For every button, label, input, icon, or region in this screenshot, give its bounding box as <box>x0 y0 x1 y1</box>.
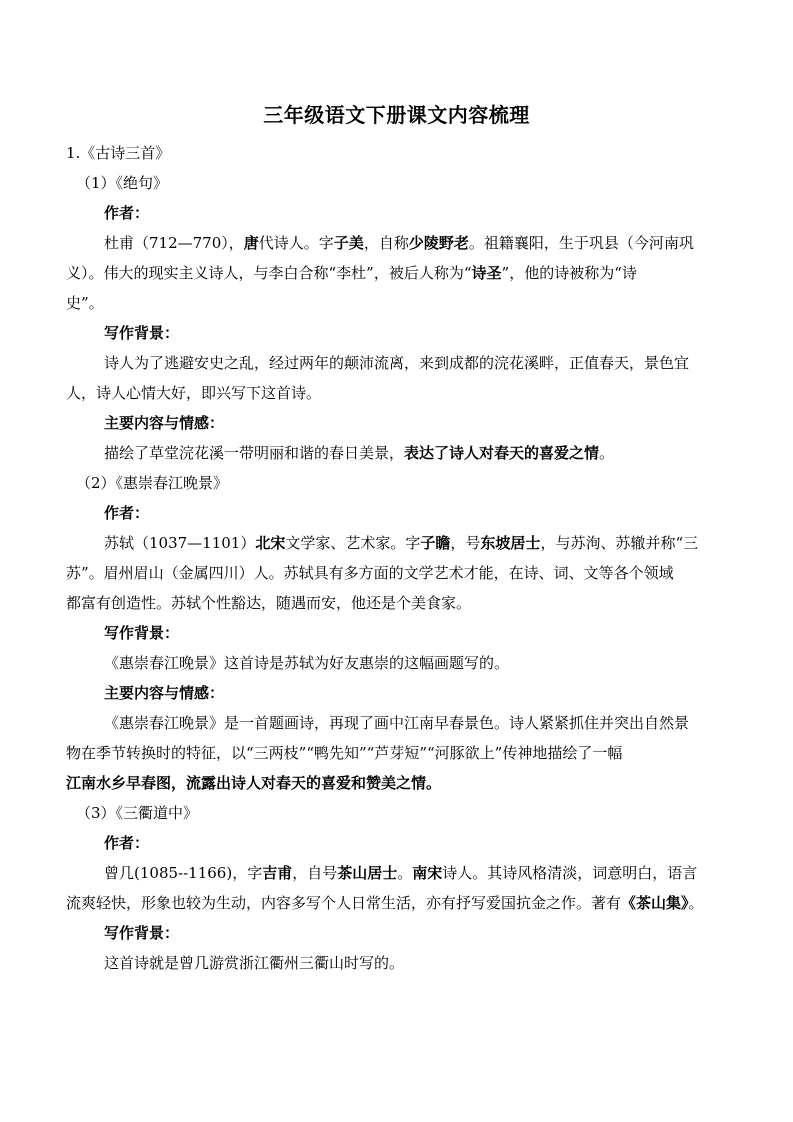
author-text-line: 苏轼（1037—1101）北宋文学家、艺术家。字子瞻，号东坡居士，与苏洵、苏辙并称“三 <box>104 534 699 552</box>
author-text-line: 史”。 <box>66 294 104 312</box>
background-label: 写作背景： <box>104 624 180 642</box>
poem-heading: （3）《三衢道中》 <box>76 804 199 822</box>
content-text-line: 江南水乡早春图，流露出诗人对春天的喜爱和赞美之情。 <box>66 774 442 792</box>
author-text-line: 苏”。眉州眉山（金属四川）人。苏轼具有多方面的文学艺术才能，在诗、词、文等各个领域 <box>66 564 674 582</box>
author-text-line: 杜甫（712—770），唐代诗人。字子美，自称少陵野老。祖籍襄阳，生于巩县（今河南巩 <box>104 234 694 252</box>
content-label: 主要内容与情感： <box>104 684 225 702</box>
content-text-line: 《惠崇春江晚景》是一首题画诗，再现了画中江南早春景色。诗人紧紧抓住并突出自然景 <box>104 714 690 732</box>
background-label: 写作背景： <box>104 924 180 942</box>
background-text-line: 这首诗就是曾几游赏浙江衢州三衢山时写的。 <box>104 954 405 972</box>
background-text-line: 人，诗人心情大好，即兴写下这首诗。 <box>66 384 322 402</box>
poem-heading: （2）《惠崇春江晚景》 <box>76 474 229 492</box>
section-heading: 1.《古诗三首》 <box>66 144 171 162</box>
author-label: 作者： <box>104 504 150 522</box>
background-text-line: 《惠崇春江晚景》这首诗是苏轼为好友惠崇的这幅画题写的。 <box>104 654 510 672</box>
author-text-line: 流爽轻快，形象也较为生动，内容多写个人日常生活，亦有抒写爱国抗金之作。著有《茶山集》。 <box>66 894 704 912</box>
author-label: 作者： <box>104 834 150 852</box>
author-text-line: 曾几(1085--1166)，字吉甫，自号茶山居士。南宋诗人。其诗风格清淡，词意明白，语言 <box>104 864 698 882</box>
author-text-line: 都富有创造性。苏轼个性豁达，随遇而安，他还是个美食家。 <box>66 594 472 612</box>
content-text-line: 物在季节转换时的特征，以“三两枝”“鸭先知”“芦芽短”“河豚欲上”传神地描绘了一幅 <box>66 744 623 762</box>
background-label: 写作背景： <box>104 324 180 342</box>
author-label: 作者： <box>104 204 150 222</box>
poem-heading: （1）《绝句》 <box>76 174 169 192</box>
content-text-line: 描绘了草堂浣花溪一带明丽和谐的春日美景，表达了诗人对春天的喜爱之情。 <box>104 444 615 462</box>
author-text-line: 义）。伟大的现实主义诗人，与李白合称“李杜”，被后人称为“诗圣”，他的诗被称为“诗 <box>66 264 637 282</box>
document-title: 三年级语文下册课文内容梳理 <box>263 103 530 127</box>
background-text-line: 诗人为了逃避安史之乱，经过两年的颠沛流离，来到成都的浣花溪畔，正值春天，景色宜 <box>104 354 690 372</box>
content-label: 主要内容与情感： <box>104 414 225 432</box>
